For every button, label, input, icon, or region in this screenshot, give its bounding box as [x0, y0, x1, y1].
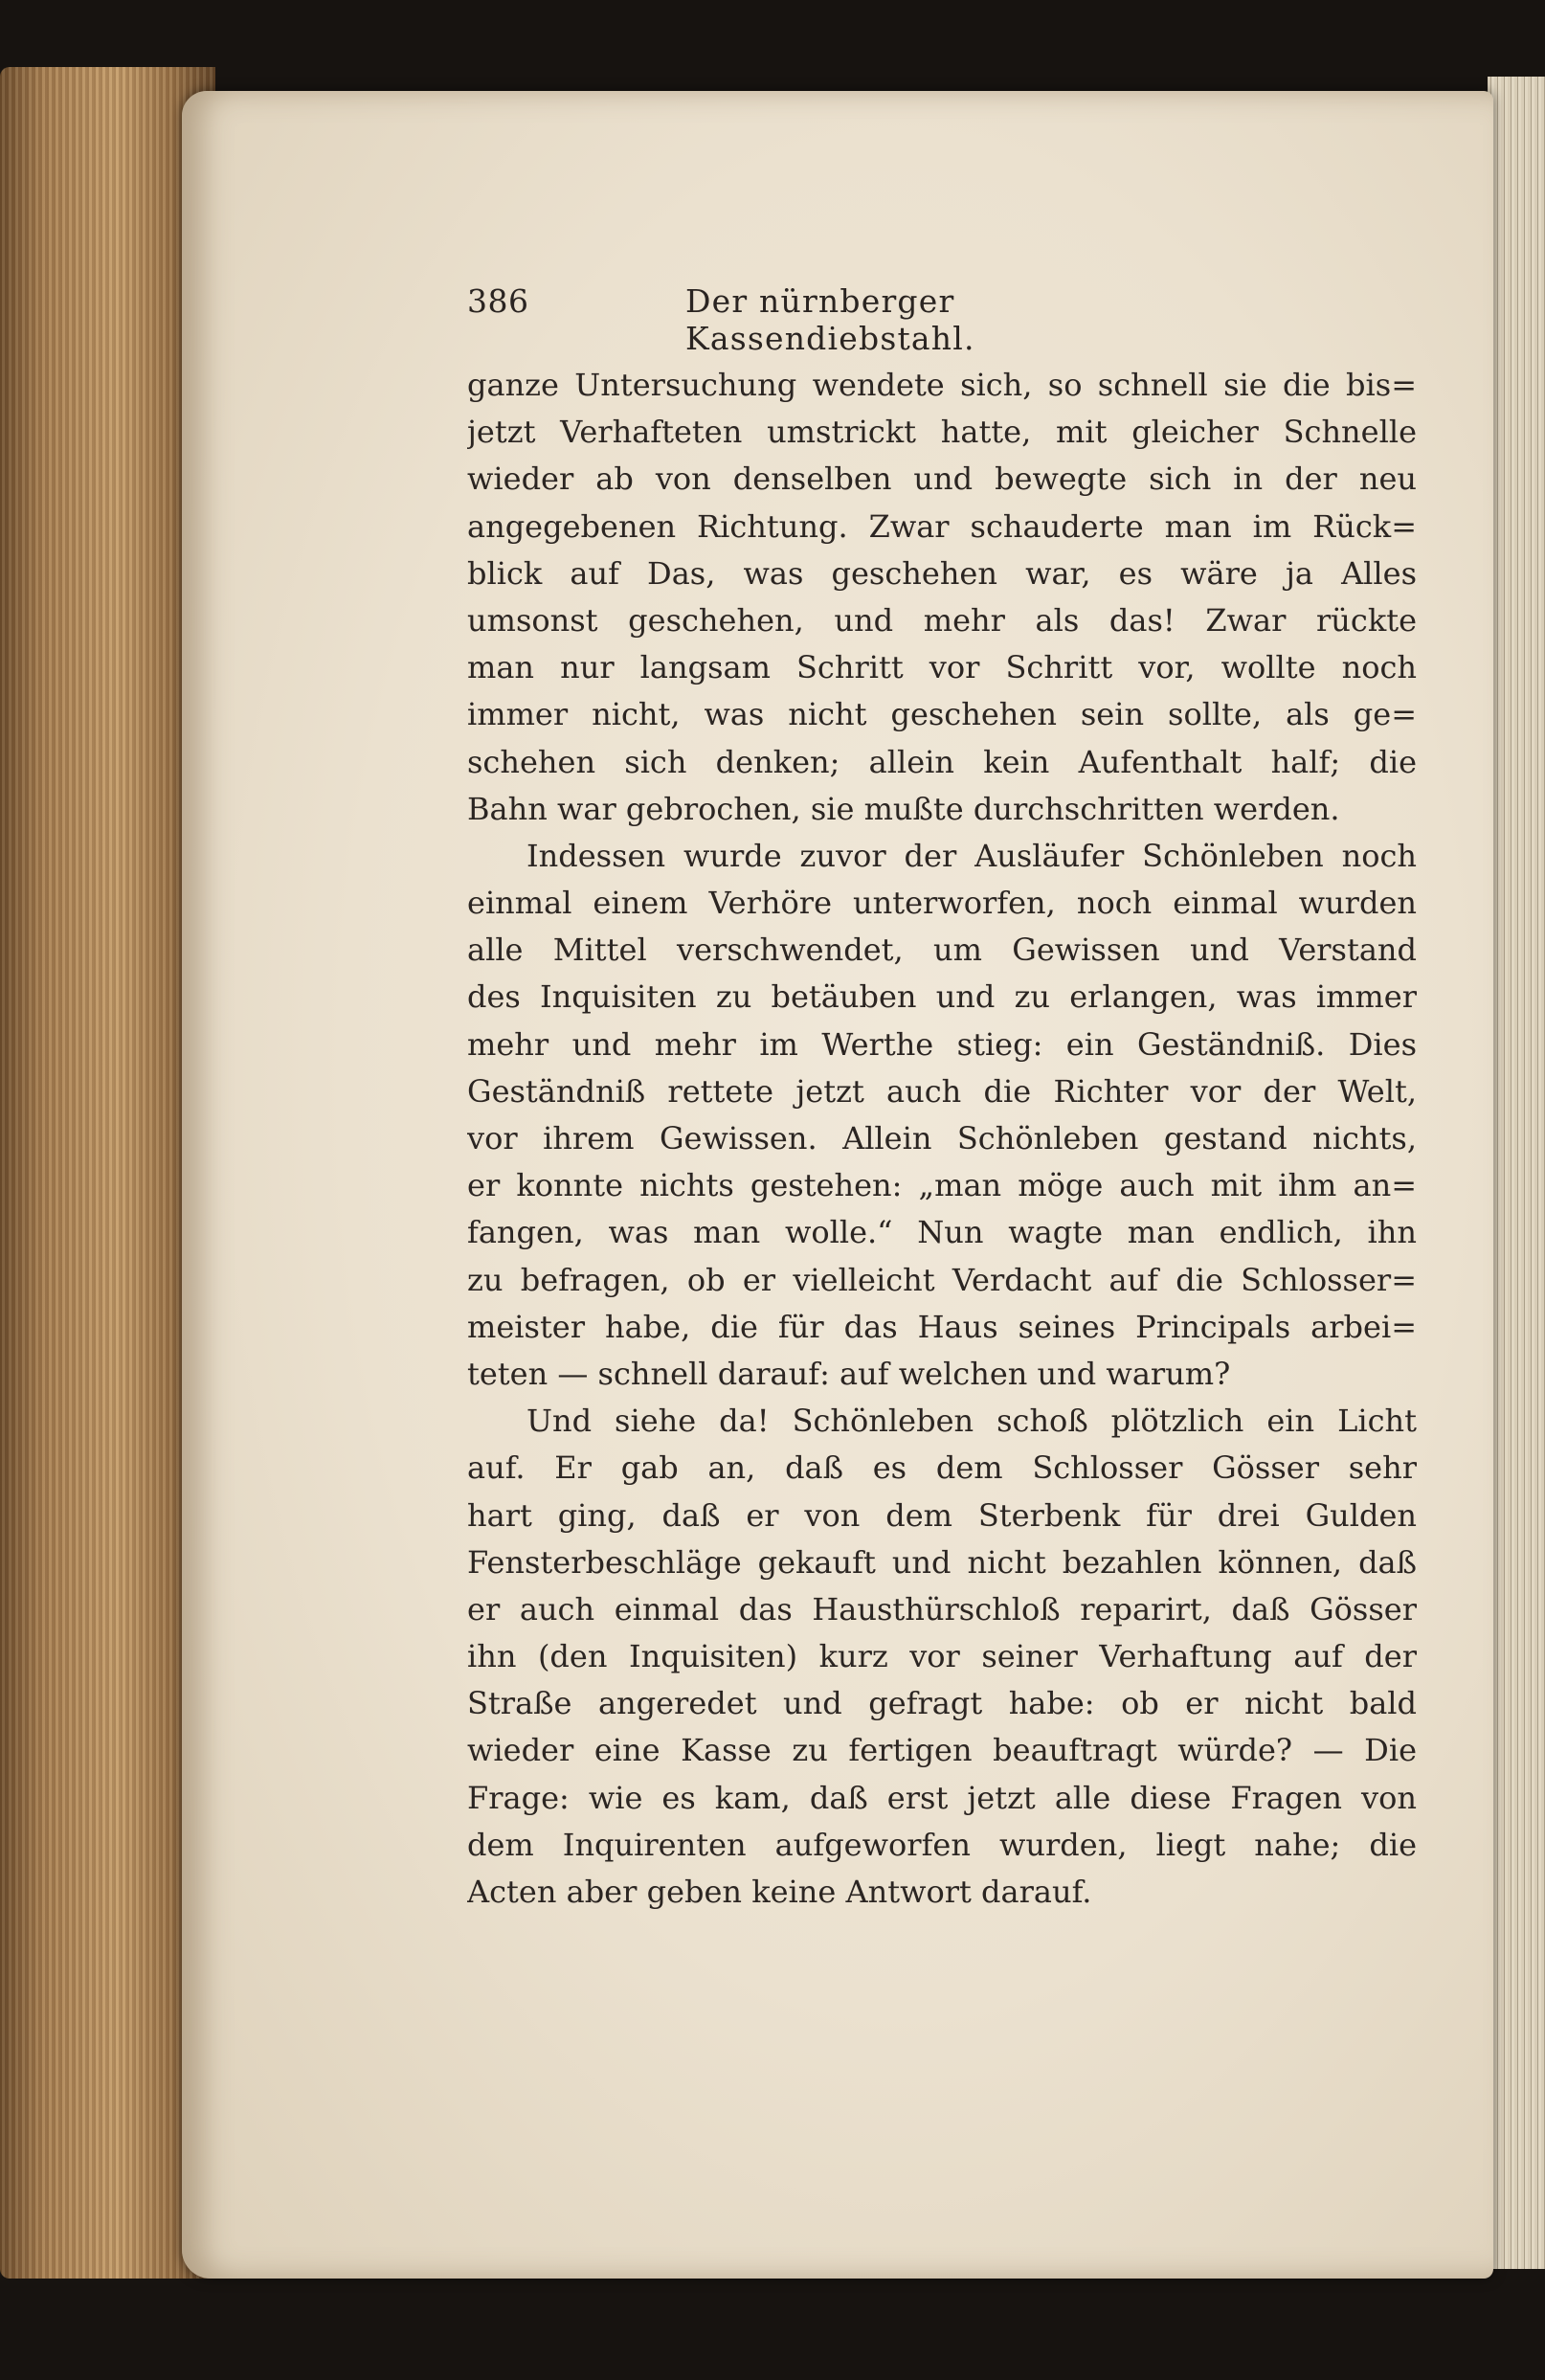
page-number: 386 — [467, 282, 529, 320]
text-line: er auch einmal das Hausthürschloß reparirt, daß Gösser — [467, 1590, 1417, 1628]
text-line: Frage: wie es kam, daß erst jetzt alle diese Fragen von — [467, 1779, 1417, 1816]
text-line: meister habe, die für das Haus seines Principals arbei= — [467, 1308, 1417, 1345]
text-line: fangen, was man wolle.“ Nun wagte man endlich, ihn — [467, 1214, 1417, 1251]
text-line: immer nicht, was nicht geschehen sein sollte, als ge= — [467, 696, 1417, 733]
text-line: er konnte nichts gestehen: „man möge auch mit ihm an= — [467, 1167, 1417, 1204]
text-line: Straße angeredet und gefragt habe: ob er nicht bald — [467, 1685, 1417, 1722]
text-line: ihn (den Inquisiten) kurz vor seiner Verhaftung auf der — [467, 1638, 1417, 1675]
text-line: jetzt Verhafteten umstrickt hatte, mit gleicher Schnelle — [467, 414, 1417, 451]
text-line: hart ging, daß er von dem Sterbenk für drei Gulden — [467, 1496, 1417, 1534]
text-line: mehr und mehr im Werthe stieg: ein Geständniß. Dies — [467, 1025, 1417, 1063]
text-line: dem Inquirenten aufgeworfen wurden, liegt nahe; die — [467, 1826, 1417, 1863]
text-line: Geständniß rettete jetzt auch die Richter vor der Welt, — [467, 1072, 1417, 1110]
text-line: wieder eine Kasse zu fertigen beauftragt würde? — Die — [467, 1732, 1417, 1769]
text-line: teten — schnell darauf: auf welchen und warum? — [467, 1355, 1231, 1392]
text-line: angegebenen Richtung. Zwar schauderte man im Rück= — [467, 507, 1417, 545]
text-line: vor ihrem Gewissen. Allein Schönleben gestand nichts, — [467, 1120, 1417, 1156]
text-line: Bahn war gebrochen, sie mußte durchschritten werden. — [467, 790, 1340, 827]
text-line: des Inquisiten zu betäuben und zu erlangen, was immer — [467, 978, 1417, 1016]
page-header — [467, 282, 1252, 357]
text-line: wieder ab von denselben und bewegte sich in der neu — [467, 460, 1417, 498]
text-line: Acten aber geben keine Antwort darauf. — [467, 1874, 1092, 1910]
text-line: man nur langsam Schritt vor Schritt vor, wollte noch — [467, 649, 1417, 686]
text-line: Und siehe da! Schönleben schoß plötzlich ein Licht — [526, 1403, 1417, 1440]
text-line: umsonst geschehen, und mehr als das! Zwar rückte — [467, 601, 1417, 639]
text-line: blick auf Das, was geschehen war, es wäre ja Alles — [467, 554, 1417, 592]
text-line: Fensterbeschläge gekauft und nicht bezahlen können, daß — [467, 1543, 1417, 1581]
text-line: zu befragen, ob er vielleicht Verdacht auf die Schlosser= — [467, 1261, 1417, 1298]
book-page-edges-right — [1488, 77, 1545, 2269]
text-line: Indessen wurde zuvor der Ausläufer Schönleben noch — [526, 837, 1417, 874]
text-line: einmal einem Verhöre unterworfen, noch einmal wurden — [467, 885, 1417, 922]
text-line: alle Mittel verschwendet, um Gewissen und Verstand — [467, 932, 1417, 969]
text-line: auf. Er gab an, daß es dem Schlosser Gösser sehr — [467, 1449, 1417, 1487]
text-line: schehen sich denken; allein kein Aufenthalt half; die — [467, 743, 1417, 780]
running-title: Der nürnberger Kassendiebstahl. — [685, 282, 975, 357]
body-text — [467, 362, 1417, 1916]
text-line: ganze Untersuchung wendete sich, so schnell sie die bis= — [467, 367, 1417, 403]
